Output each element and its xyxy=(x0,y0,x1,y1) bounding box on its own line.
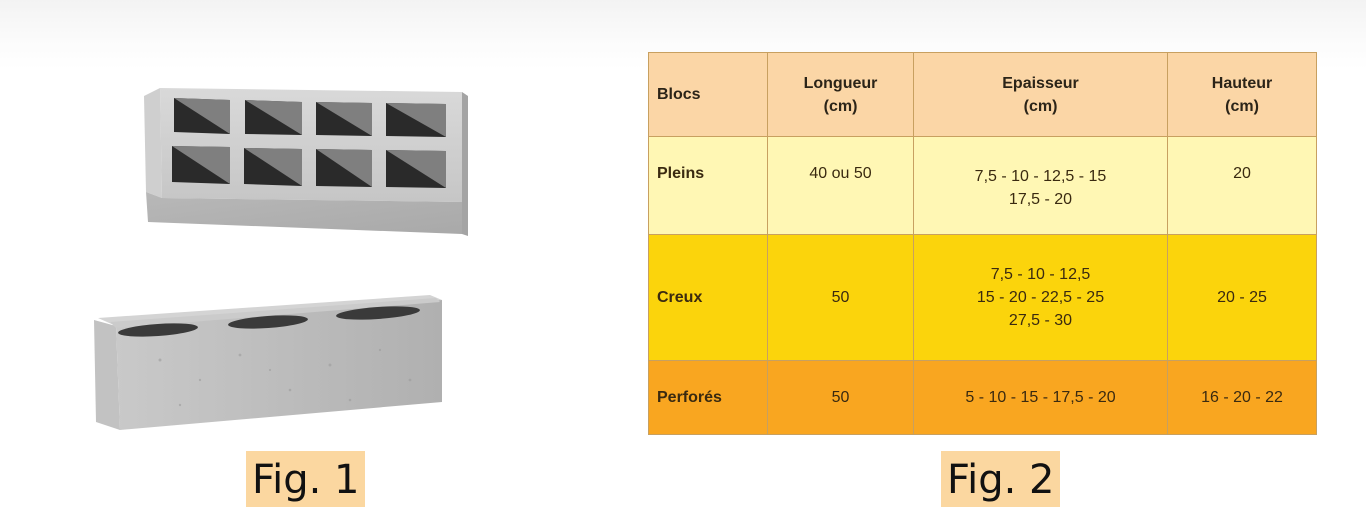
block-dimensions-table xyxy=(648,52,1317,435)
cell-epaisseur xyxy=(914,361,1168,435)
cell-hauteur: 20 xyxy=(1168,137,1317,235)
cell-longueur: 50 xyxy=(768,235,914,361)
header-longueur-label: Longueur xyxy=(803,74,878,92)
header-hauteur xyxy=(1168,53,1317,137)
header-epaisseur xyxy=(914,53,1168,137)
table-header-row xyxy=(649,53,1317,137)
header-longueur-unit: (cm) xyxy=(823,97,858,115)
concrete-blocks-image xyxy=(80,70,480,450)
hollow-block-bottom xyxy=(94,295,442,430)
header-hauteur-label: Hauteur xyxy=(1211,74,1273,92)
cell-hauteur: 16 - 20 - 22 xyxy=(1168,361,1317,435)
epaisseur-line: 7,5 - 10 - 12,5 xyxy=(990,266,1091,283)
header-longueur xyxy=(768,53,914,137)
table-row-perfores xyxy=(649,361,1317,435)
hollow-block-top xyxy=(144,88,468,236)
table-row-creux xyxy=(649,235,1317,361)
cell-longueur: 40 ou 50 xyxy=(768,137,914,235)
epaisseur-line: 17,5 - 20 xyxy=(1008,191,1073,208)
row-name: Perforés xyxy=(649,361,768,435)
figure-2-label: Fig. 2 xyxy=(941,451,1060,507)
header-epaisseur-label: Epaisseur xyxy=(1002,74,1079,92)
figure-1-label: Fig. 1 xyxy=(246,451,365,507)
cell-epaisseur xyxy=(914,235,1168,361)
table-row-pleins xyxy=(649,137,1317,235)
cell-hauteur: 20 - 25 xyxy=(1168,235,1317,361)
epaisseur-line: 7,5 - 10 - 12,5 - 15 xyxy=(974,168,1107,185)
epaisseur-line: 15 - 20 - 22,5 - 25 xyxy=(976,289,1105,306)
header-blocs: Blocs xyxy=(649,53,768,137)
cell-epaisseur xyxy=(914,137,1168,235)
row-name: Creux xyxy=(649,235,768,361)
header-hauteur-unit: (cm) xyxy=(1225,97,1259,115)
epaisseur-line: 27,5 - 30 xyxy=(1008,312,1073,329)
cell-longueur: 50 xyxy=(768,361,914,435)
epaisseur-line: 5 - 10 - 15 - 17,5 - 20 xyxy=(965,389,1116,406)
header-epaisseur-unit: (cm) xyxy=(1023,97,1058,115)
row-name: Pleins xyxy=(649,137,768,235)
